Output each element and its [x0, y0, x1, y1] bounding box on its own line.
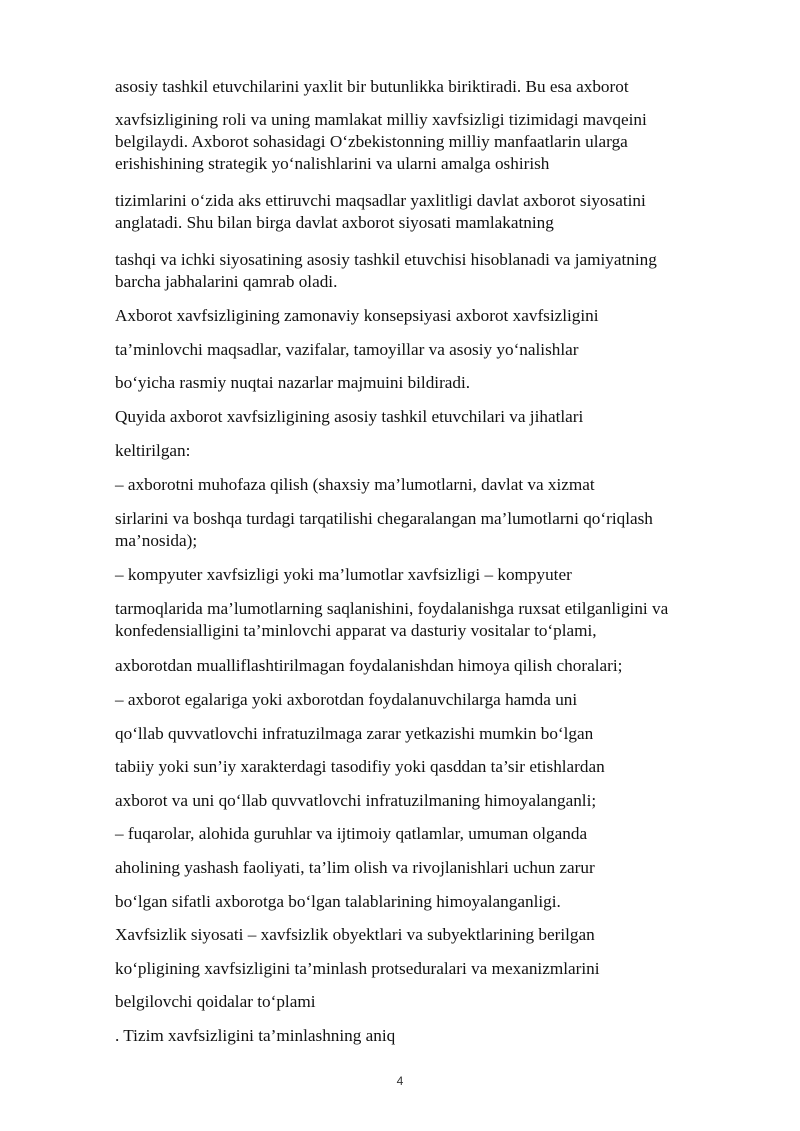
text-line: – axborot egalariga yoki axborotdan foydalanuvchilarga hamda uni: [115, 690, 578, 709]
text-line: tashqi va ichki siyosatining asosiy tashkil etuvchisi hisoblanadi va jamiyatning: [115, 250, 657, 269]
text-line: Axborot xavfsizligining zamonaviy konsepsiyasi axborot xavfsizligini: [115, 306, 599, 325]
text-line: Quyida axborot xavfsizligining asosiy tashkil etuvchilari va jihatlari: [115, 407, 584, 426]
text-line: . Tizim xavfsizligini ta’minlashning aniq: [115, 1026, 396, 1045]
text-line: belgilaydi. Axborot sohasidagi O‘zbekistonning milliy manfaatlarin ularga: [115, 132, 628, 151]
text-line: bo‘yicha rasmiy nuqtai nazarlar majmuini bildiradi.: [115, 373, 471, 392]
text-line: sirlarini va boshqa turdagi tarqatilishi chegaralangan ma’lumotlarni qo‘riqlash: [115, 509, 653, 528]
text-line: ma’nosida);: [115, 531, 198, 550]
text-line: ta’minlovchi maqsadlar, vazifalar, tamoyillar va asosiy yo‘nalishlar: [115, 340, 579, 359]
text-line: axborotdan mualliflashtirilmagan foydalanishdan himoya qilish choralari;: [115, 656, 623, 675]
text-line: barcha jabhalarini qamrab oladi.: [115, 272, 338, 291]
text-line: – axborotni muhofaza qilish (shaxsiy ma’lumotlarni, davlat va xizmat: [115, 475, 595, 494]
text-line: axborot va uni qo‘llab quvvatlovchi infratuzilmaning himoyalanganli;: [115, 791, 597, 810]
text-line: anglatadi. Shu bilan birga davlat axborot siyosati mamlakatning: [115, 213, 554, 232]
text-line: ko‘pligining xavfsizligini ta’minlash protseduralari va mexanizmlarini: [115, 959, 600, 978]
text-line: bo‘lgan sifatli axborotga bo‘lgan talablarining himoyalanganligi.: [115, 892, 561, 911]
text-line: konfedensialligini ta’minlovchi apparat va dasturiy vositalar to‘plami,: [115, 621, 597, 640]
text-line: – kompyuter xavfsizligi yoki ma’lumotlar xavfsizligi – kompyuter: [115, 565, 572, 584]
text-line: tabiiy yoki sun’iy xarakterdagi tasodifiy yoki qasddan ta’sir etishlardan: [115, 757, 605, 776]
text-line: qo‘llab quvvatlovchi infratuzilmaga zarar yetkazishi mumkin bo‘lgan: [115, 724, 594, 743]
page-number: 4: [396, 1074, 404, 1088]
text-line: aholining yashash faoliyati, ta’lim olish va rivojlanishlari uchun zarur: [115, 858, 595, 877]
text-line: keltirilgan:: [115, 441, 191, 460]
text-line: tarmoqlarida ma’lumotlarning saqlanishini, foydalanishga ruxsat etilganligini va: [115, 599, 669, 618]
text-line: – fuqarolar, alohida guruhlar va ijtimoiy qatlamlar, umuman olganda: [115, 824, 588, 843]
text-line: Xavfsizlik siyosati – xavfsizlik obyektlari va subyektlarining berilgan: [115, 925, 595, 944]
text-line: xavfsizligining roli va uning mamlakat milliy xavfsizligi tizimidagi mavqeini: [115, 110, 647, 129]
text-line: belgilovchi qoidalar to‘plami: [115, 992, 316, 1011]
text-line: tizimlarini o‘zida aks ettiruvchi maqsadlar yaxlitligi davlat axborot siyosatini: [115, 191, 646, 210]
text-line: erishishining strategik yo‘nalishlarini va ularni amalga oshirish: [115, 154, 550, 173]
text-line: asosiy tashkil etuvchilarini yaxlit bir butunlikka biriktiradi. Bu esa axborot: [115, 77, 629, 96]
